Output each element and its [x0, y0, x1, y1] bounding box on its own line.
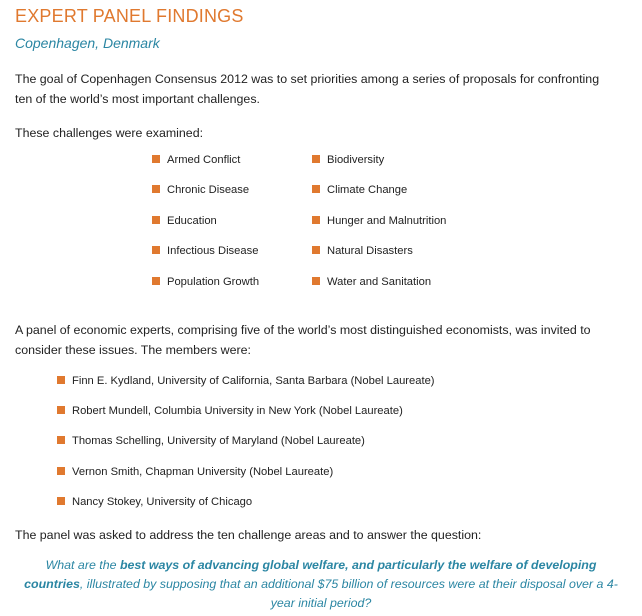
- member-item: Thomas Schelling, University of Maryland (Nobel Laureate): [57, 433, 365, 449]
- key-question: [22, 556, 620, 613]
- page-title: EXPERT PANEL FINDINGS: [15, 6, 244, 26]
- question-intro: What are the: [45, 558, 120, 572]
- square-bullet-icon: [152, 185, 160, 193]
- goal-paragraph: The goal of Copenhagen Consensus 2012 was to set priorities among a series of proposals for confronting ten of the world’s most important challenges.: [15, 72, 600, 106]
- square-bullet-icon: [57, 376, 65, 384]
- challenges-list: [152, 152, 512, 302]
- challenge-item: Water and Sanitation: [312, 274, 431, 290]
- square-bullet-icon: [312, 216, 320, 224]
- square-bullet-icon: [312, 185, 320, 193]
- square-bullet-icon: [57, 467, 65, 475]
- challenge-item: Natural Disasters: [312, 243, 413, 259]
- square-bullet-icon: [152, 277, 160, 285]
- square-bullet-icon: [57, 406, 65, 414]
- challenge-item: Biodiversity: [312, 152, 384, 168]
- challenge-item: Hunger and Malnutrition: [312, 213, 446, 229]
- square-bullet-icon: [57, 497, 65, 505]
- member-item: Robert Mundell, Columbia University in New York (Nobel Laureate): [57, 403, 403, 419]
- question-rest: , illustrated by supposing that an additional $75 billion of resources were at their disposal over a 4-year initial period?: [79, 577, 618, 610]
- square-bullet-icon: [312, 155, 320, 163]
- question-emphasis: best ways of advancing global welfare, and particularly the welfare of developing countries: [24, 558, 597, 591]
- page-subtitle: Copenhagen, Denmark: [15, 35, 160, 51]
- square-bullet-icon: [57, 436, 65, 444]
- member-item: Nancy Stokey, University of Chicago: [57, 494, 252, 510]
- challenge-item: Armed Conflict: [152, 152, 240, 168]
- challenge-item: Education: [152, 213, 217, 229]
- square-bullet-icon: [152, 216, 160, 224]
- examined-paragraph: These challenges were examined:: [15, 126, 204, 140]
- challenge-item: Population Growth: [152, 274, 259, 290]
- challenge-item: Climate Change: [312, 182, 407, 198]
- member-item: Finn E. Kydland, University of California, Santa Barbara (Nobel Laureate): [57, 373, 435, 389]
- square-bullet-icon: [312, 277, 320, 285]
- asked-paragraph: The panel was asked to address the ten challenge areas and to answer the question:: [15, 528, 482, 542]
- challenge-item: Infectious Disease: [152, 243, 258, 259]
- member-item: Vernon Smith, Chapman University (Nobel Laureate): [57, 464, 333, 480]
- panel-paragraph: A panel of economic experts, comprising five of the world’s most distinguished economists, was invited to consider these issues. The members were:: [15, 323, 591, 357]
- square-bullet-icon: [152, 155, 160, 163]
- square-bullet-icon: [152, 246, 160, 254]
- challenge-item: Chronic Disease: [152, 182, 249, 198]
- square-bullet-icon: [312, 246, 320, 254]
